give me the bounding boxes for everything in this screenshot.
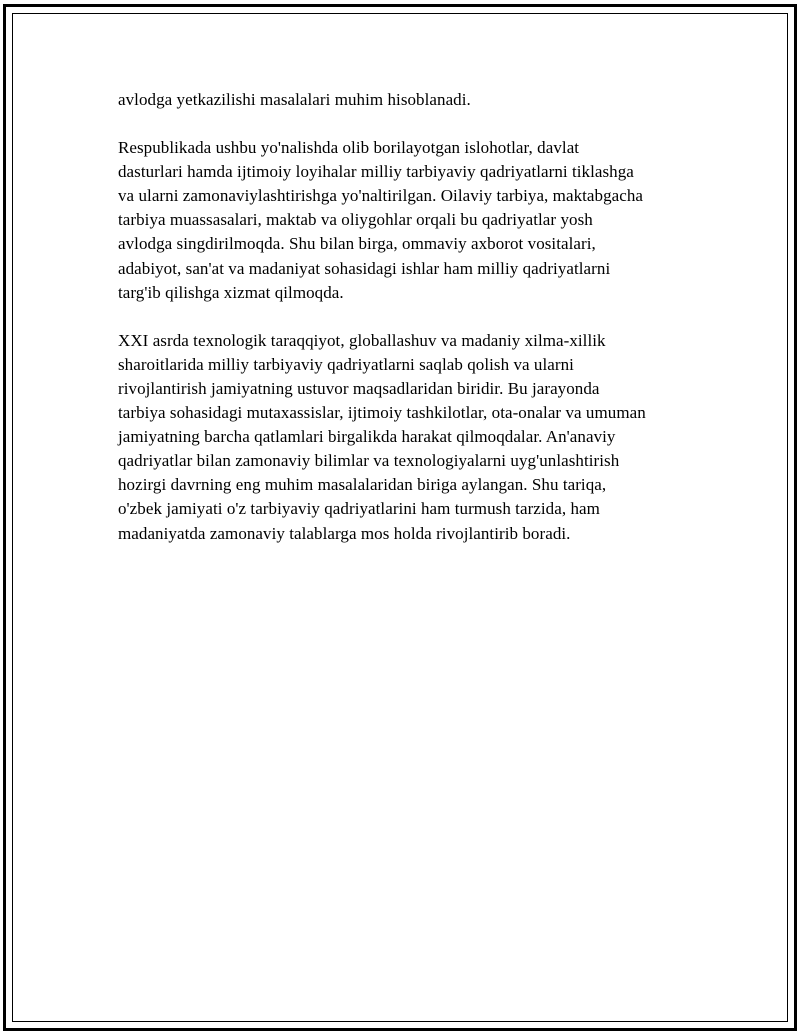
text-line: sharoitlarida milliy tarbiyaviy qadriyatlarni saqlab qolish va ularni (118, 354, 574, 374)
text-line: dasturlari hamda ijtimoiy loyihalar milliy tarbiyaviy qadriyatlarni tiklashga (118, 162, 634, 182)
text-line: qadriyatlar bilan zamonaviy bilimlar va texnologiyalarni uyg'unlashtirish (118, 451, 620, 471)
text-line: madaniyatda zamonaviy talablarga mos holda rivojlantirib boradi. (118, 523, 571, 543)
text-line: adabiyot, san'at va madaniyat sohasidagi ishlar ham milliy qadriyatlarni (118, 258, 611, 278)
text-line: va ularni zamonaviylashtirishga yo'naltirilgan. Oilaviy tarbiya, maktabgacha (118, 186, 644, 206)
text-line: jamiyatning barcha qatlamlari birgalikda harakat qilmoqdalar. An'anaviy (118, 427, 616, 447)
text-line: tarbiya muassasalari, maktab va oliygohlar orqali bu qadriyatlar yosh (118, 210, 593, 230)
text-line: hozirgi davrning eng muhim masalalaridan biriga aylangan. Shu tariqa, (118, 475, 607, 495)
text-line: tarbiya sohasidagi mutaxassislar, ijtimoiy tashkilotlar, ota-onalar va umuman (118, 403, 646, 423)
text-line: targ'ib qilishga xizmat qilmoqda. (118, 282, 344, 302)
paragraph (118, 136, 698, 305)
text-line: avlodga yetkazilishi masalalari muhim hisoblanadi. (118, 90, 471, 109)
text-line: rivojlantirish jamiyatning ustuvor maqsadlaridan biridir. Bu jarayonda (118, 378, 600, 398)
paragraph (118, 88, 698, 112)
text-line: Respublikada ushbu yo'nalishda olib borilayotgan islohotlar, davlat (118, 138, 580, 158)
text-line: o'zbek jamiyati o'z tarbiyaviy qadriyatlarini ham turmush tarzida, ham (118, 499, 600, 519)
text-line: XXI asrda texnologik taraqqiyot, globallashuv va madaniy xilma-xillik (118, 330, 606, 350)
document-body (118, 88, 698, 546)
paragraph (118, 329, 698, 546)
text-line: avlodga singdirilmoqda. Shu bilan birga, ommaviy axborot vositalari, (118, 234, 596, 254)
